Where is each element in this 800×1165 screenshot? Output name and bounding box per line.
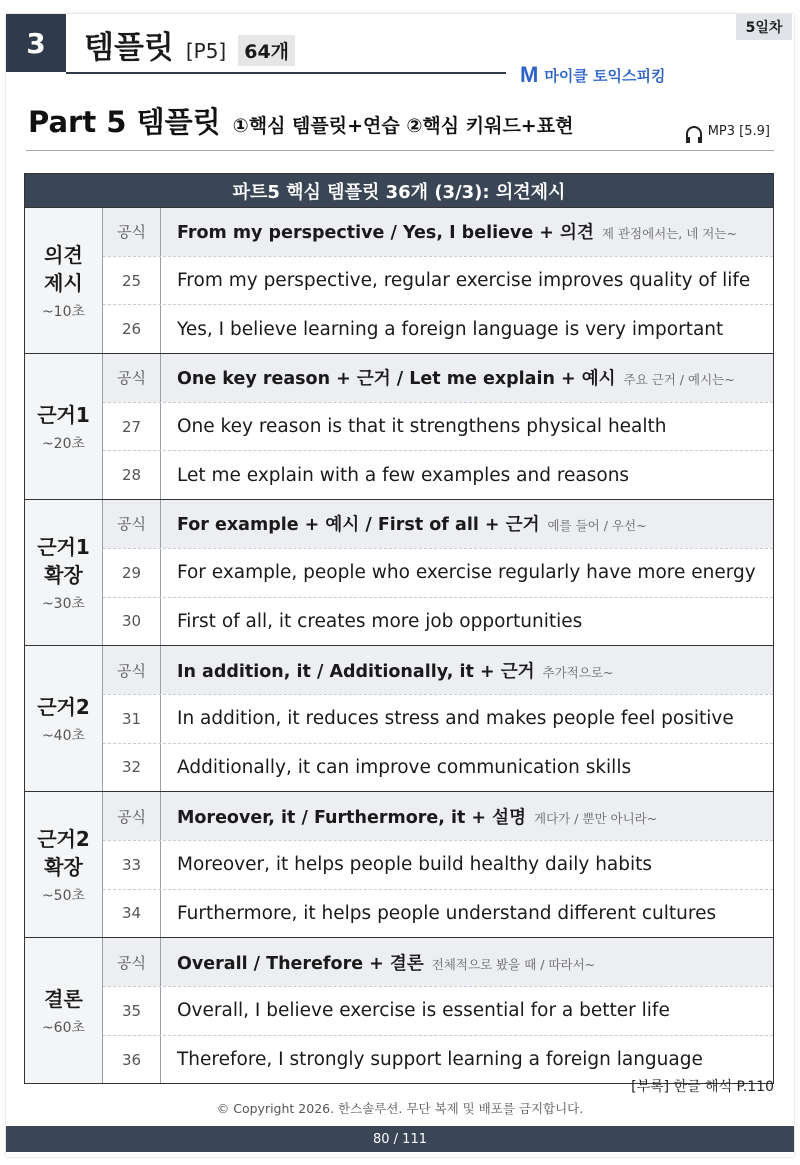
row-number: 34 [103, 890, 161, 938]
row-text [161, 757, 631, 778]
row-text [161, 219, 737, 244]
mp3-label: MP3 [5.9] [707, 124, 770, 139]
row-sentence: One key reason + 근거 / Let me explain + 예시 [177, 369, 616, 390]
formula-row [103, 354, 773, 402]
row-text [161, 903, 716, 924]
example-row [103, 694, 773, 743]
formula-row [103, 500, 773, 548]
row-sentence: Furthermore, it helps people understand different cultures [177, 902, 717, 924]
row-sentence: From my perspective, regular exercise improves quality of life [177, 270, 751, 292]
page-number: 80 / 111 [373, 1131, 427, 1147]
formula-row [103, 938, 773, 986]
brand-logo [520, 62, 665, 88]
row-sentence: In addition, it / Additionally, it + 근거 [177, 661, 535, 682]
row-number: 27 [103, 403, 161, 451]
row-text [161, 1049, 703, 1070]
group-label [25, 792, 103, 937]
row-number: 공식 [103, 500, 161, 548]
unit-title [84, 22, 295, 67]
group-time: ~60초 [41, 1019, 86, 1036]
group-label-text: 근거1 [37, 402, 90, 427]
formula-row [103, 792, 773, 840]
brand-name: 마이클 토익스피킹 [544, 66, 666, 85]
part-title [28, 100, 573, 141]
row-number: 공식 [103, 646, 161, 694]
row-number: 32 [103, 744, 161, 792]
row-text [161, 562, 756, 583]
row-number: 25 [103, 257, 161, 305]
unit-count: 64개 [238, 35, 295, 66]
group-label [25, 208, 103, 353]
example-row [103, 597, 773, 646]
row-sentence: Yes, I believe learning a foreign language is very important [177, 318, 724, 340]
table-group [25, 207, 773, 353]
formula-row [103, 208, 773, 256]
row-sentence: Overall, I believe exercise is essential for a better life [177, 1000, 670, 1022]
row-number: 30 [103, 598, 161, 646]
example-row [103, 840, 773, 889]
row-number: 공식 [103, 938, 161, 986]
row-text [161, 708, 734, 729]
table-title: 파트5 핵심 템플릿 36개 (3/3): 의견제시 [25, 174, 773, 207]
row-number: 29 [103, 549, 161, 597]
appendix-note: [부록] 한글 해석 P.110 [631, 1079, 774, 1095]
group-time: ~20초 [41, 435, 86, 452]
row-number: 26 [103, 305, 161, 353]
row-sentence: Moreover, it helps people build healthy daily habits [177, 854, 653, 876]
day-badge: 5일차 [736, 14, 792, 40]
mp3-link[interactable] [686, 124, 770, 139]
row-text [161, 1000, 670, 1021]
row-number: 36 [103, 1036, 161, 1084]
group-time: ~10초 [41, 303, 86, 320]
group-label [25, 938, 103, 1083]
header-divider [66, 72, 506, 74]
example-row [103, 548, 773, 597]
part-title-sub: ①핵심 템플릿+연습 ②핵심 키워드+표현 [232, 115, 574, 137]
table-group [25, 937, 773, 1083]
row-text [161, 270, 750, 291]
table-group [25, 353, 773, 499]
brand-mark: M [520, 62, 539, 87]
row-hint: 추가적으로~ [542, 664, 614, 680]
row-sentence: For example, people who exercise regularly have more energy [177, 562, 756, 584]
row-text [161, 465, 629, 486]
row-hint: 주요 근거 / 예시는~ [623, 372, 735, 388]
row-text [161, 611, 582, 632]
group-time: ~50초 [41, 887, 86, 904]
row-text [161, 416, 667, 437]
example-row [103, 402, 773, 451]
unit-code: [P5] [185, 39, 227, 63]
group-label-text: 근거2 [37, 694, 90, 719]
row-number: 33 [103, 841, 161, 889]
group-label-text: 근거1 확장 [37, 534, 90, 587]
row-hint: 전체적으로 봤을 때 / 따라서~ [431, 956, 596, 972]
group-label-text: 근거2 확장 [37, 826, 90, 879]
group-label [25, 354, 103, 499]
row-sentence: From my perspective / Yes, I believe + 의견 [177, 223, 594, 244]
row-hint: 예를 들어 / 우선~ [547, 518, 647, 534]
headphone-icon [686, 126, 702, 138]
row-number: 공식 [103, 792, 161, 840]
row-number: 28 [103, 451, 161, 499]
page-footer [6, 1126, 794, 1152]
example-row [103, 743, 773, 792]
row-sentence: Therefore, I strongly support learning a foreign language [177, 1049, 703, 1071]
group-label-text: 의견 제시 [44, 242, 83, 295]
part-title-main: Part 5 템플릿 [28, 105, 221, 139]
table-group [25, 791, 773, 937]
row-text [161, 854, 652, 875]
example-row [103, 986, 773, 1035]
title-divider [26, 150, 774, 151]
unit-number-box [6, 14, 66, 72]
row-sentence: Additionally, it can improve communication skills [177, 756, 632, 778]
row-sentence: First of all, it creates more job opportunities [177, 610, 583, 632]
row-number: 공식 [103, 208, 161, 256]
row-sentence: Moreover, it / Furthermore, it + 설명 [177, 807, 526, 828]
example-row [103, 256, 773, 305]
row-text [161, 365, 735, 390]
example-row [103, 889, 773, 938]
row-sentence: For example + 예시 / First of all + 근거 [177, 515, 540, 536]
group-label [25, 500, 103, 645]
example-row [103, 450, 773, 499]
row-hint: 게다가 / 뿐만 아니라~ [534, 810, 658, 826]
template-table [24, 173, 774, 1084]
unit-number: 3 [26, 26, 46, 60]
example-row [103, 304, 773, 353]
row-text [161, 511, 647, 536]
row-sentence: In addition, it reduces stress and makes people feel positive [177, 708, 734, 730]
group-time: ~40초 [41, 727, 86, 744]
row-text [161, 950, 595, 975]
row-text [161, 658, 613, 683]
row-number: 공식 [103, 354, 161, 402]
table-group [25, 645, 773, 791]
row-hint: 제 관점에서는, 네 저는~ [601, 226, 737, 242]
row-text [161, 319, 723, 340]
group-label [25, 646, 103, 791]
formula-row [103, 646, 773, 694]
row-sentence: Let me explain with a few examples and reasons [177, 464, 630, 486]
unit-title-text: 템플릿 [84, 30, 174, 66]
copyright: © Copyright 2026. 한스솔루션. 무단 복제 및 배포를 금지합니다. [216, 1101, 584, 1116]
table-group [25, 499, 773, 645]
row-text [161, 804, 657, 829]
row-number: 31 [103, 695, 161, 743]
group-time: ~30초 [41, 595, 86, 612]
row-sentence: One key reason is that it strengthens physical health [177, 416, 667, 438]
row-number: 35 [103, 987, 161, 1035]
group-label-text: 결론 [44, 986, 83, 1011]
row-sentence: Overall / Therefore + 결론 [177, 953, 424, 974]
